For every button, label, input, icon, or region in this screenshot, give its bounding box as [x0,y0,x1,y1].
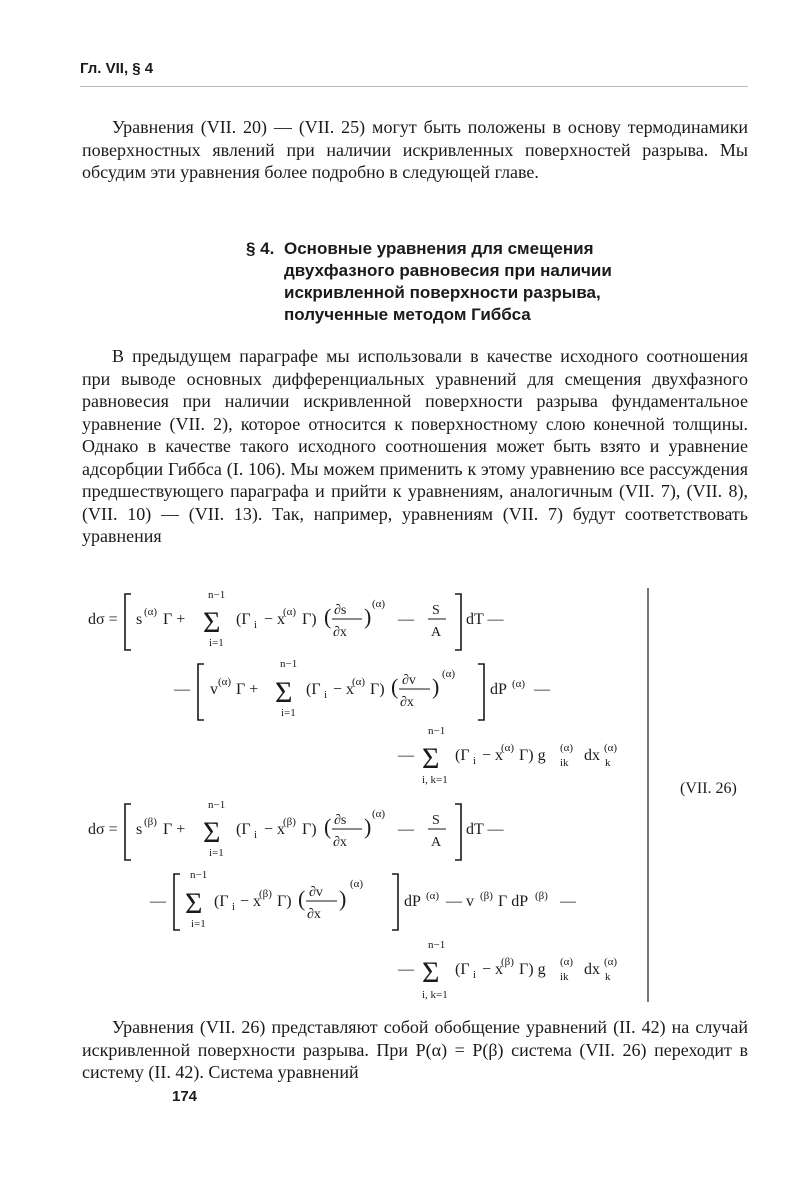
eq2-x-sup: (α) [352,676,366,688]
eq1-bracket-left [125,594,131,650]
eq4-term-sup: (β) [144,816,157,828]
section-heading [246,238,704,326]
eq3-sum-sign: Σ [422,742,440,775]
eq6-sub-i: i [473,969,477,981]
eq4-sub-i: i [254,829,258,841]
eq4-sum-sign: Σ [203,816,221,849]
running-head: Гл. VII, § 4 [80,60,154,77]
eq5-dP: dP [404,893,421,910]
eq1-paren-close: ) [364,604,372,629]
eq2-bracket-left [198,664,204,720]
eq2-tail: — [534,681,550,698]
eq6-lead: — [398,961,414,978]
eq5-tail: — [560,893,576,910]
section-number: § 4. [246,239,275,258]
eq3-g-sup: (α) [560,742,574,754]
eq5-gdP-sup: (β) [535,890,548,902]
eq2-dP-sup: (α) [512,678,526,690]
eq2-paren-open: ( [391,674,399,699]
eq4-s-num: S [432,813,440,828]
eq4-lhs: dσ = [88,821,118,838]
eq2-body: (Γ [306,681,321,698]
eq2-sum-sign: Σ [275,676,293,709]
eq2-sub-i: i [324,689,328,701]
eq6-x-sup: (β) [501,956,514,968]
eq2-sum-lower: i=1 [281,707,296,719]
eq3-g-sub: ik [560,757,569,769]
equation-line-3 [397,725,617,786]
eq6-dx-sup: (α) [604,956,618,968]
eq1-sum-sign: Σ [203,606,221,639]
eq3-lead: — [398,747,414,764]
eq5-sum-sign: Σ [185,887,203,920]
section-title: Основные уравнения для смещения двухфазного равновесия при наличии искривленной поверхности разрыва, полученные методом Гиббса [284,239,612,324]
eq5-paren-sup: (α) [350,878,364,890]
eq1-x-sup: (α) [283,606,297,618]
equation-line-1 [88,589,504,650]
eq6-sum-upper: n−1 [428,939,446,951]
eq3-body: (Γ [455,747,470,764]
eq5-v-sup: (β) [480,890,493,902]
eq1-sub-i: i [254,619,258,631]
eq4-paren-open: ( [324,814,332,839]
eq3-gamma-close: Γ) g [519,747,546,764]
eq2-dv: ∂v [402,673,416,688]
eq1-sum-lower: i=1 [209,637,224,649]
eq1-paren-open: ( [324,604,332,629]
eq1-dxi: ∂x [333,625,347,640]
eq3-dx-sub: k [605,757,611,769]
eq1-sum-upper: n−1 [208,589,226,601]
eq3-sub-i: i [473,755,477,767]
eq1-gamma-close: Γ) [302,611,317,628]
eq4-bracket-right [455,804,461,860]
eq2-dP: dP [490,681,507,698]
eq1-body: (Γ [236,611,251,628]
eq1-minus-x: − x [264,611,286,628]
eq6-g-sup: (α) [560,956,574,968]
eq3-dx-sup: (α) [604,742,618,754]
eq6-minus-x: − x [482,961,504,978]
eq5-dP-sup: (α) [426,890,440,902]
eq1-s-num: S [432,603,440,618]
eq5-dxi: ∂x [307,907,321,922]
eq1-a-den: A [431,625,442,640]
eq2-minus-x: − x [333,681,355,698]
equation-line-5 [149,869,577,930]
eq4-gamma-close: Γ) [302,821,317,838]
eq5-minus-x: − x [240,893,262,910]
intro-paragraph: Уравнения (VII. 20) — (VII. 25) могут быть положены в основу термодинамики поверхностных явлений при наличии искривленных поверхностей разрыва. Мы обсудим эти уравнения более подробно в следующей главе. [82,117,748,182]
eq1-term: s [136,611,143,628]
eq5-body: (Γ [214,893,229,910]
body-paragraph: В предыдущем параграфе мы использовали в качестве исходного соотношения при выводе основных дифференциальных уравнений для смещения двухфазного равновесия при наличии искривленной поверхности разрыва фундаментальное уравнение (VII. 2), которое относится к поверхностному слою конечной толщины. Однако в качестве такого исходного соотношения может быть взято и уравнение адсорбции Гиббса (I. 106). Мы можем применить к этому уравнению все рассуждения предшествующего параграфа и прийти к уравнениям, аналогичным (VII. 7), (VII. 8), (VII. 10) — (VII. 13). Так, например, уравнениям (VII. 7) будут соответствовать уравнения [82,346,748,546]
eq4-bracket-left [125,804,131,860]
eq5-x-sup: (β) [259,888,272,900]
eq2-dxi: ∂x [400,695,414,710]
equation-line-2 [173,658,551,720]
eq4-minus: — [398,821,414,838]
eq5-sum-lower: i=1 [191,918,206,930]
eq4-dT: dT — [466,821,504,838]
header-rule [80,86,748,87]
eq1-paren-sup: (α) [372,598,386,610]
eq2-lead: — [174,681,190,698]
eq2-paren-sup: (α) [442,668,456,680]
eq2-gamma-close: Γ) [370,681,385,698]
eq3-dx: dx [584,747,600,764]
eq5-paren-close: ) [339,886,347,911]
eq2-term: v [210,681,218,698]
eq1-term-sup: (α) [144,606,158,618]
eq1-gamma: Γ + [163,611,186,628]
closing-paragraph: Уравнения (VII. 26) представляют собой обобщение уравнений (II. 42) на случай искривленной поверхности разрыва. При P(α) = P(β) система (VII. 26) переходит в систему (II. 42). Система уравнений [82,1017,748,1082]
page-number: 174 [172,1088,198,1105]
eq4-sum-upper: n−1 [208,799,226,811]
eq2-sum-upper: n−1 [280,658,298,670]
eq5-mid: — v [446,893,474,910]
eq1-dT: dT — [466,611,504,628]
eq4-minus-x: − x [264,821,286,838]
eq6-g-sub: ik [560,971,569,983]
eq5-dv: ∂v [309,885,323,900]
eq4-paren-sup: (α) [372,808,386,820]
eq6-sum-sign: Σ [422,956,440,989]
eq2-bracket-right [478,664,484,720]
equation-line-6 [397,939,617,1001]
eq6-dx: dx [584,961,600,978]
eq6-sum-lower: i, k=1 [422,989,448,1001]
eq1-ds: ∂s [334,603,347,618]
eq3-minus-x: − x [482,747,504,764]
equation-line-4 [88,799,504,860]
eq1-bracket-right [455,594,461,650]
eq3-x-sup: (α) [501,742,515,754]
eq5-gamma-close: Γ) [277,893,292,910]
eq4-a-den: A [431,835,442,850]
eq4-sum-lower: i=1 [209,847,224,859]
eq1-lhs: dσ = [88,611,118,628]
eq1-minus: — [398,611,414,628]
eq2-paren-close: ) [432,674,440,699]
eq5-gdP: Γ dP [498,893,529,910]
eq5-sum-upper: n−1 [190,869,208,881]
eq5-paren-open: ( [298,886,306,911]
eq3-sum-lower: i, k=1 [422,774,448,786]
eq3-sum-upper: n−1 [428,725,446,737]
eq4-dxi: ∂x [333,835,347,850]
eq5-lead: — [150,893,166,910]
eq4-x-sup: (β) [283,816,296,828]
eq6-body: (Γ [455,961,470,978]
eq5-bracket-left [174,874,180,930]
eq2-term-sup: (α) [218,676,232,688]
eq6-gamma-close: Γ) g [519,961,546,978]
eq5-bracket-right [392,874,398,930]
eq4-paren-close: ) [364,814,372,839]
eq2-gamma: Γ + [236,681,259,698]
eq5-sub-i: i [232,901,236,913]
eq4-ds: ∂s [334,813,347,828]
eq6-dx-sub: k [605,971,611,983]
eq4-body: (Γ [236,821,251,838]
equation-label: (VII. 26) [680,780,737,797]
eq4-term: s [136,821,143,838]
eq4-gamma: Γ + [163,821,186,838]
